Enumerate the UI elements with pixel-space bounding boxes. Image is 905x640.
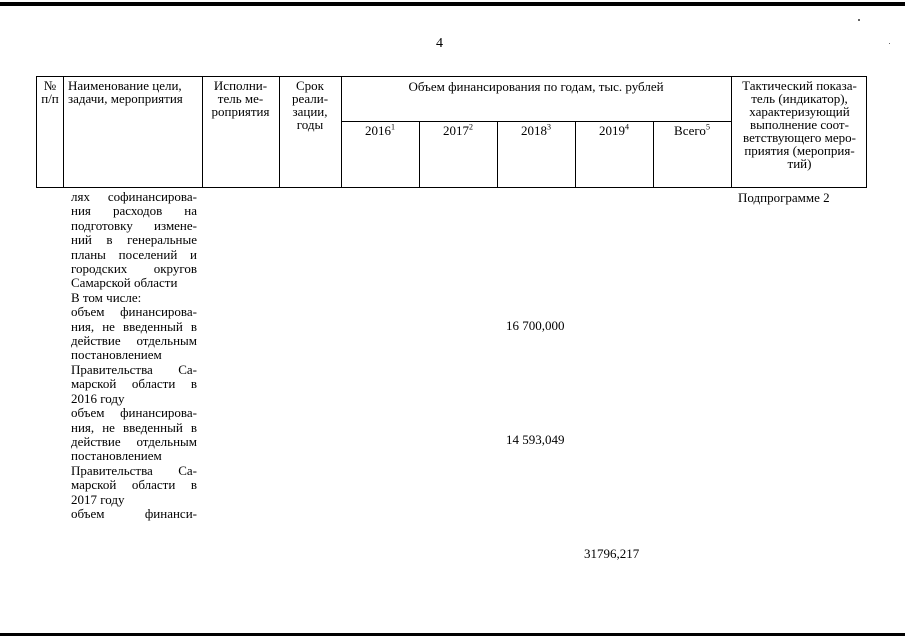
description-line: Правительства Са- xyxy=(71,462,197,478)
header-indicator-line: ветствующего меро- xyxy=(743,130,856,145)
funding-subheader-line xyxy=(341,121,731,122)
column-divider xyxy=(63,77,64,187)
description-line: Самарской области xyxy=(71,275,178,291)
footnote-mark: 4 xyxy=(625,122,629,132)
description-line: действие отдельным xyxy=(71,433,197,449)
description-line: объем финанси- xyxy=(71,505,197,521)
header-num-line: п/п xyxy=(41,91,59,106)
description-line: планы поселений и xyxy=(71,246,197,262)
description-line: ний в генеральные xyxy=(71,232,197,248)
header-indicator-line: выполнение соот- xyxy=(750,117,849,132)
year-2019-header xyxy=(575,124,653,137)
header-indicator-line: приятия (мероприя- xyxy=(744,143,855,158)
description-line: ния, не введенный в xyxy=(71,419,197,435)
header-term-line: Срок xyxy=(296,78,324,93)
footnote-mark: 5 xyxy=(705,122,710,132)
description-line: ния, не введенный в xyxy=(71,318,197,334)
measure-description xyxy=(71,190,197,521)
footnote-mark: 2 xyxy=(469,122,473,132)
description-line: постановлением xyxy=(71,448,162,464)
header-exec-line: Исполни- xyxy=(213,78,268,93)
header-term-line: зации, xyxy=(292,104,328,119)
scan-speck xyxy=(858,19,860,21)
header-indicator-line: Тактический показа- xyxy=(742,78,857,93)
description-line: 2017 году xyxy=(71,491,125,507)
indicator-text: Подпрограмме 2 xyxy=(738,190,830,205)
description-line: объем финансирова- xyxy=(71,304,197,320)
footnote-mark: 3 xyxy=(547,122,551,132)
page-number: 4 xyxy=(436,36,443,51)
header-funding: Объем финансирования по годам, тыс. рублей xyxy=(408,79,664,94)
description-line: 2016 году xyxy=(71,390,125,406)
year-label: 2018 xyxy=(521,123,547,138)
year-label: 2016 xyxy=(365,123,391,138)
description-line: постановлением xyxy=(71,347,162,363)
description-line: Правительства Са- xyxy=(71,361,197,377)
year-2018-header xyxy=(497,124,575,137)
funding-value-2018: 31796,217 xyxy=(584,546,640,561)
header-term-line: реали- xyxy=(291,91,329,106)
header-name-line: задачи, мероприятия xyxy=(68,91,183,106)
description-line: действие отдельным xyxy=(71,333,197,349)
year-label: 2017 xyxy=(443,123,469,138)
header-exec-line: тель ме- xyxy=(217,91,264,106)
total-header xyxy=(653,124,731,137)
bottom-border-line xyxy=(0,633,905,636)
footnote-mark: 1 xyxy=(391,122,395,132)
description-line: лях софинансирова- xyxy=(71,189,197,204)
funding-value-2017: 14 593,049 xyxy=(506,432,565,447)
description-line: объем финансирова- xyxy=(71,405,197,421)
description-line: В том числе: xyxy=(71,289,142,305)
description-line: марской области в xyxy=(71,477,197,493)
description-line: марской области в xyxy=(71,376,197,392)
header-term xyxy=(279,79,341,131)
year-label: 2019 xyxy=(599,123,625,138)
header-indicator-line: характеризующий xyxy=(749,104,850,119)
description-line: ния расходов на xyxy=(71,203,197,219)
header-table xyxy=(36,76,867,188)
header-indicator-line: тель (индикатор), xyxy=(751,91,848,106)
description-line: подготовку измене- xyxy=(71,217,197,233)
year-label: Всего xyxy=(674,123,706,138)
year-2016-header xyxy=(341,124,419,137)
header-indicator xyxy=(731,79,868,170)
header-name xyxy=(68,79,202,105)
header-name-line: Наименование цели, xyxy=(68,78,182,93)
header-indicator-line: тий) xyxy=(787,156,812,171)
description-line: городских округов xyxy=(71,261,197,277)
funding-value-2016: 16 700,000 xyxy=(506,318,565,333)
header-num xyxy=(37,79,63,105)
header-num-line: № xyxy=(43,78,57,93)
scan-speck xyxy=(889,43,890,44)
year-2017-header xyxy=(419,124,497,137)
top-border-line xyxy=(0,2,905,6)
header-term-line: годы xyxy=(296,117,324,132)
header-exec-line: роприятия xyxy=(211,104,270,119)
header-executor xyxy=(202,79,279,118)
